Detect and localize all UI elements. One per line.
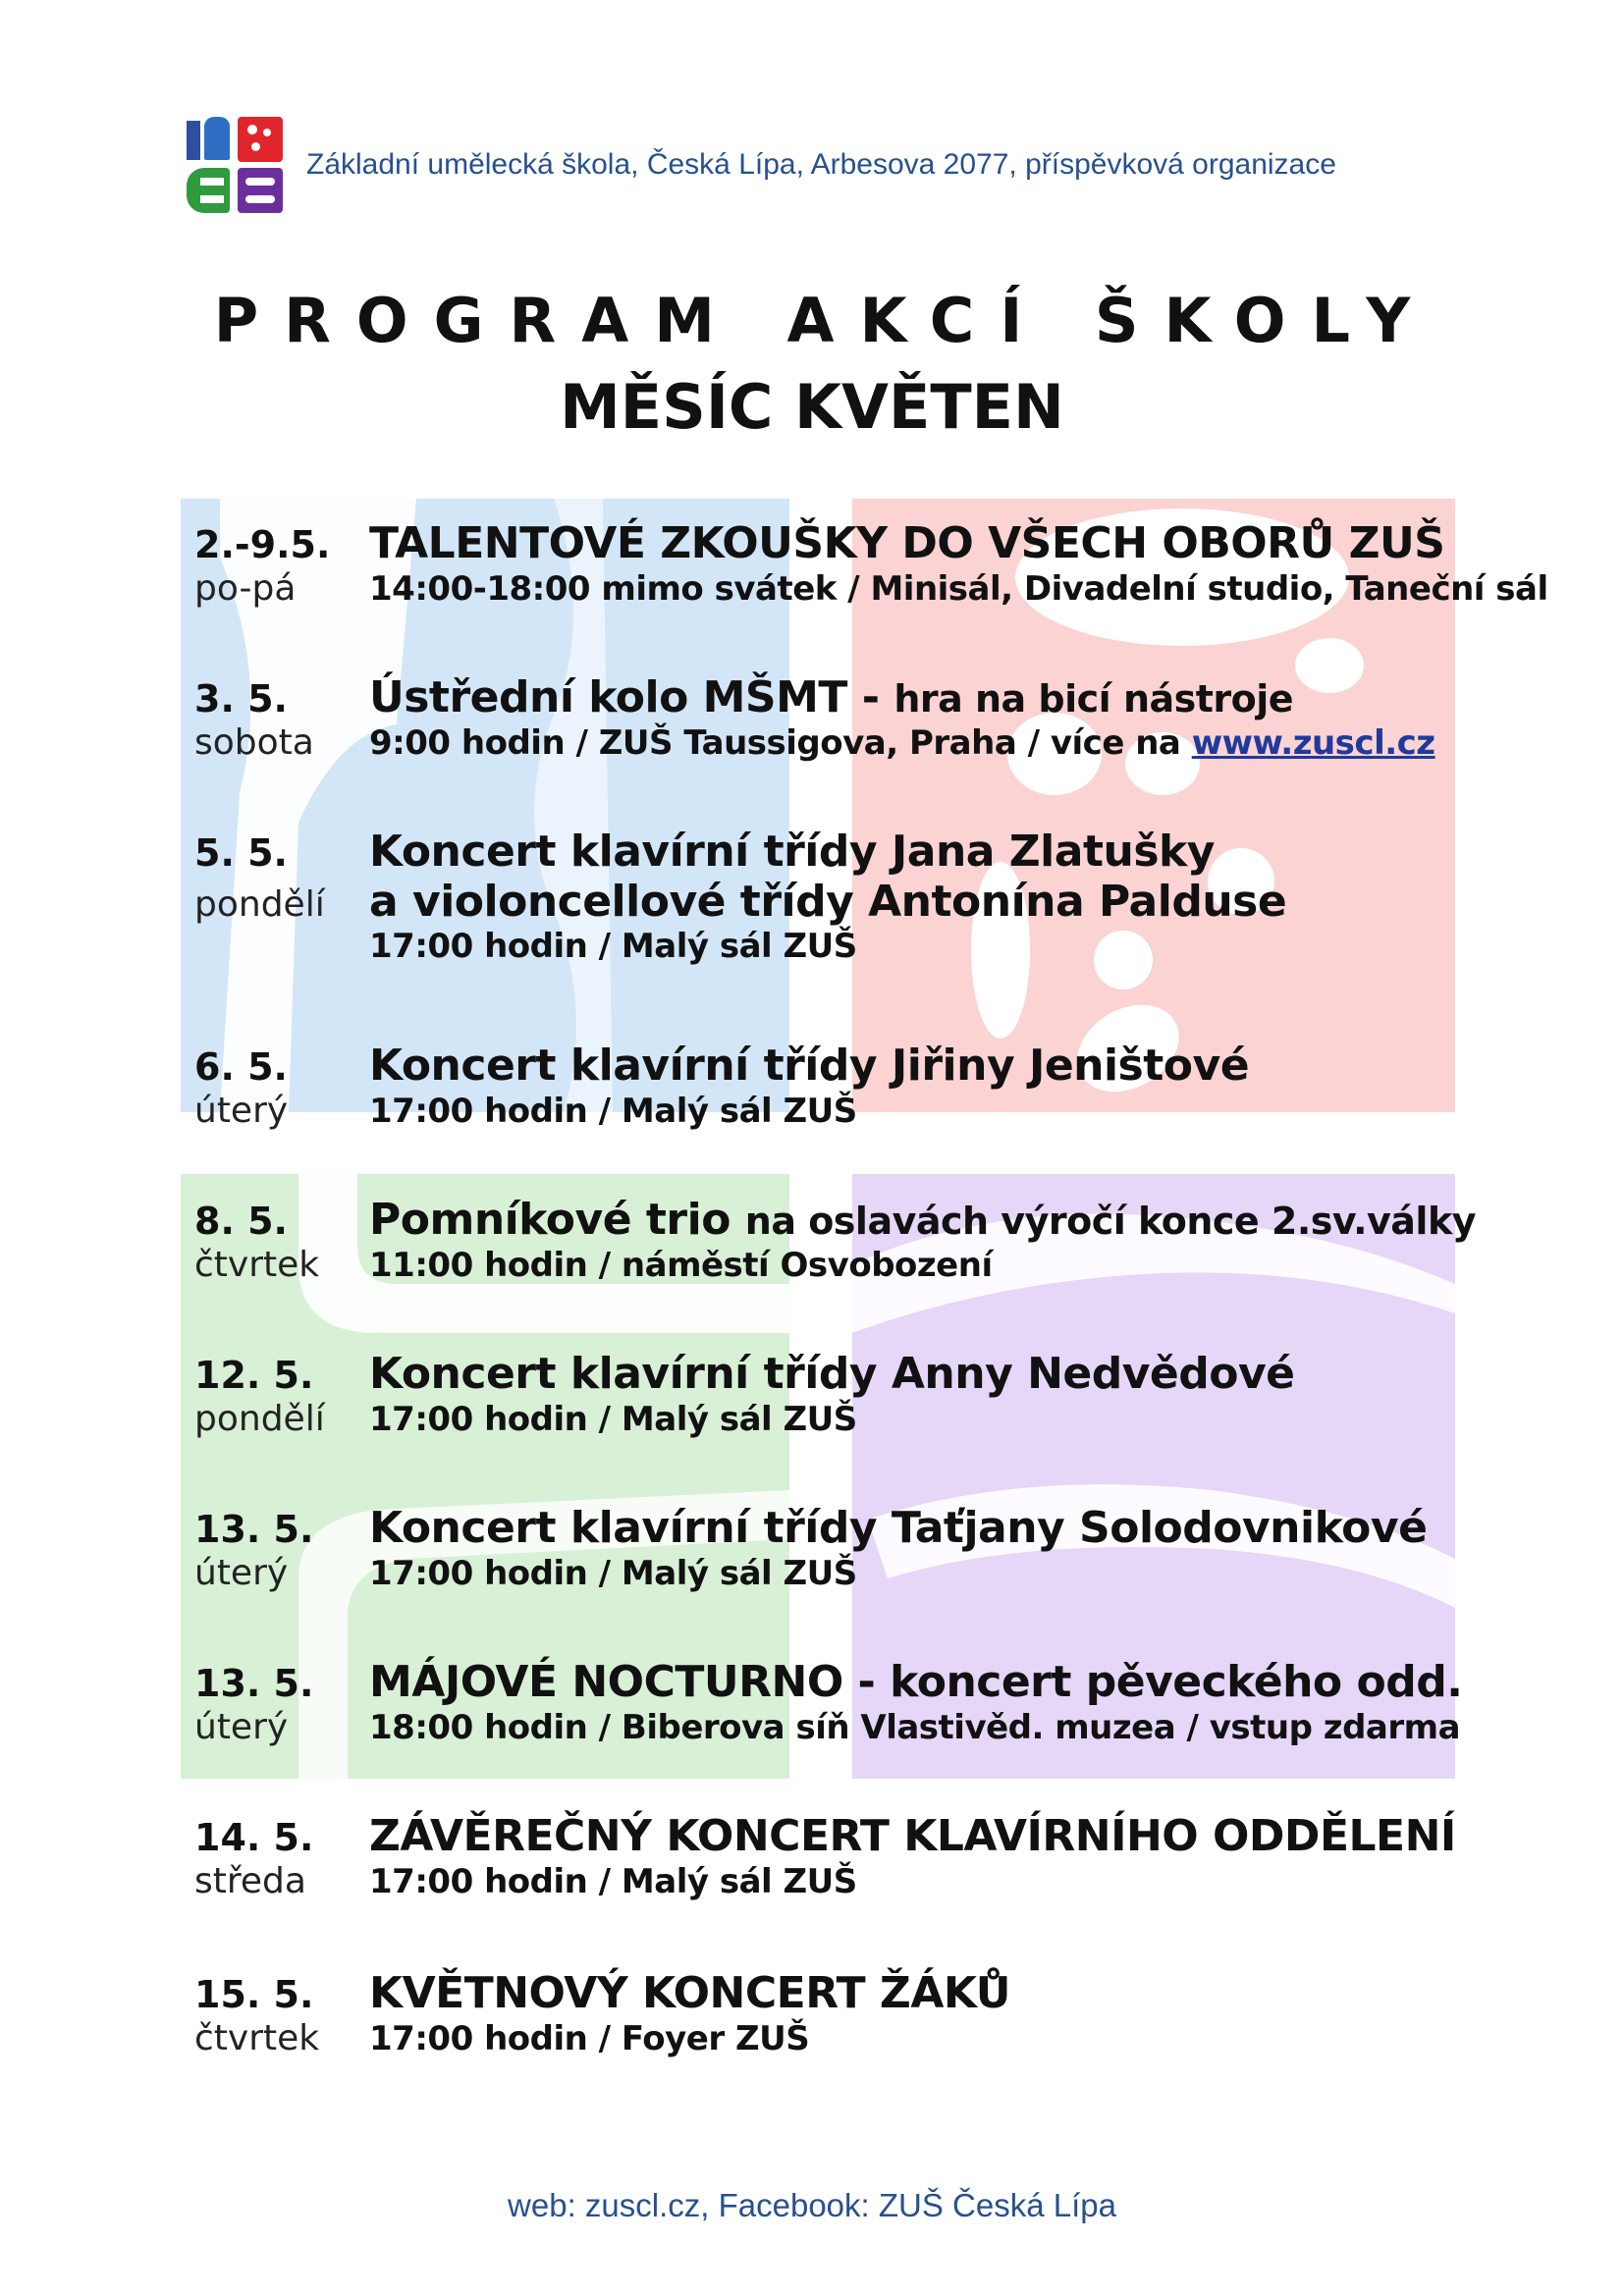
event-details: 17:00 hodin / Malý sál ZUŠ <box>369 1092 857 1131</box>
event-date: 14. 5. <box>194 1816 314 1859</box>
header <box>187 116 1336 214</box>
event-day: čtvrtek <box>194 1245 320 1285</box>
events-list <box>194 518 1548 2122</box>
event-day: pondělí <box>194 884 325 925</box>
event-title: Koncert klavírní třídy Taťjany Solodovnikové <box>369 1503 1428 1553</box>
event-details: 9:00 hodin / ZUŠ Taussigova, Praha / více na <box>369 723 1181 763</box>
event-date: 3. 5. <box>194 677 288 721</box>
event-title: Ústřední kolo MŠMT - <box>369 672 880 722</box>
event-details: 18:00 hodin / Biberova síň Vlastivěd. muzea / vstup zdarma <box>369 1708 1461 1747</box>
event-details: 14:00-18:00 mimo svátek / Minisál, Divadelní studio, Taneční sál <box>369 569 1548 609</box>
event-details: 17:00 hodin / Malý sál ZUŠ <box>369 1400 857 1439</box>
event-item <box>194 1657 1490 1811</box>
event-item <box>194 1041 1490 1195</box>
event-day: po-pá <box>194 568 297 609</box>
event-title-line2: a violoncellové třídy Antonína Palduse <box>369 877 1287 927</box>
event-title: Koncert klavírní třídy Jiřiny Jeništové <box>369 1041 1250 1091</box>
event-date: 15. 5. <box>194 1973 314 2016</box>
event-date: 2.-9.5. <box>194 523 331 566</box>
event-title-sub: hra na bicí nástroje <box>893 677 1294 721</box>
page-subtitle: MĚSÍC KVĚTEN <box>560 371 1064 443</box>
school-logo-icon <box>187 117 283 213</box>
event-title-sub: na oslavách výročí konce 2.sv.války <box>744 1200 1476 1243</box>
event-item <box>194 827 1490 1041</box>
event-day: středa <box>194 1861 306 1901</box>
event-day: sobota <box>194 722 314 763</box>
event-date: 13. 5. <box>194 1662 314 1705</box>
event-title: TALENTOVÉ ZKOUŠKY DO VŠECH OBORŮ ZUŠ <box>369 518 1445 568</box>
event-item <box>194 1811 1490 1968</box>
event-day: úterý <box>194 1091 289 1131</box>
event-date: 5. 5. <box>194 831 288 875</box>
event-item <box>194 672 1490 827</box>
event-title: MÁJOVÉ NOCTURNO - koncert pěveckého odd. <box>369 1657 1463 1707</box>
event-details: 17:00 hodin / Malý sál ZUŠ <box>369 1862 857 1901</box>
event-date: 8. 5. <box>194 1200 288 1243</box>
event-day: úterý <box>194 1707 289 1747</box>
event-item <box>194 1503 1490 1657</box>
event-details: 11:00 hodin / náměstí Osvobození <box>369 1246 993 1285</box>
event-title: Koncert klavírní třídy Jana Zlatušky <box>369 827 1215 877</box>
event-title: Koncert klavírní třídy Anny Nedvědové <box>369 1349 1295 1399</box>
footer-contact: web: zuscl.cz, Facebook: ZUŠ Česká Lípa <box>508 2187 1116 2223</box>
event-item <box>194 1968 1490 2122</box>
event-details: 17:00 hodin / Malý sál ZUŠ <box>369 1554 857 1593</box>
event-day: pondělí <box>194 1399 325 1439</box>
event-title: ZÁVĚREČNÝ KONCERT KLAVÍRNÍHO ODDĚLENÍ <box>369 1811 1456 1861</box>
event-item <box>194 1349 1490 1503</box>
organization-name: Základní umělecká škola, Česká Lípa, Arbesova 2077, příspěvková organizace <box>306 148 1336 181</box>
event-details: 17:00 hodin / Malý sál ZUŠ <box>369 927 857 966</box>
event-day: čtvrtek <box>194 2018 320 2058</box>
website-link[interactable]: www.zuscl.cz <box>1191 723 1435 763</box>
event-day: úterý <box>194 1553 289 1593</box>
event-title: KVĚTNOVÝ KONCERT ŽÁKŮ <box>369 1968 1010 2018</box>
page-title: PROGRAM AKCÍ ŠKOLY <box>213 285 1436 356</box>
event-item <box>194 518 1548 672</box>
event-title: Pomníkové trio <box>369 1195 731 1245</box>
event-date: 12. 5. <box>194 1354 314 1397</box>
event-item <box>194 1195 1490 1349</box>
event-date: 13. 5. <box>194 1508 314 1551</box>
event-details: 17:00 hodin / Foyer ZUŠ <box>369 2019 810 2058</box>
event-date: 6. 5. <box>194 1045 288 1089</box>
